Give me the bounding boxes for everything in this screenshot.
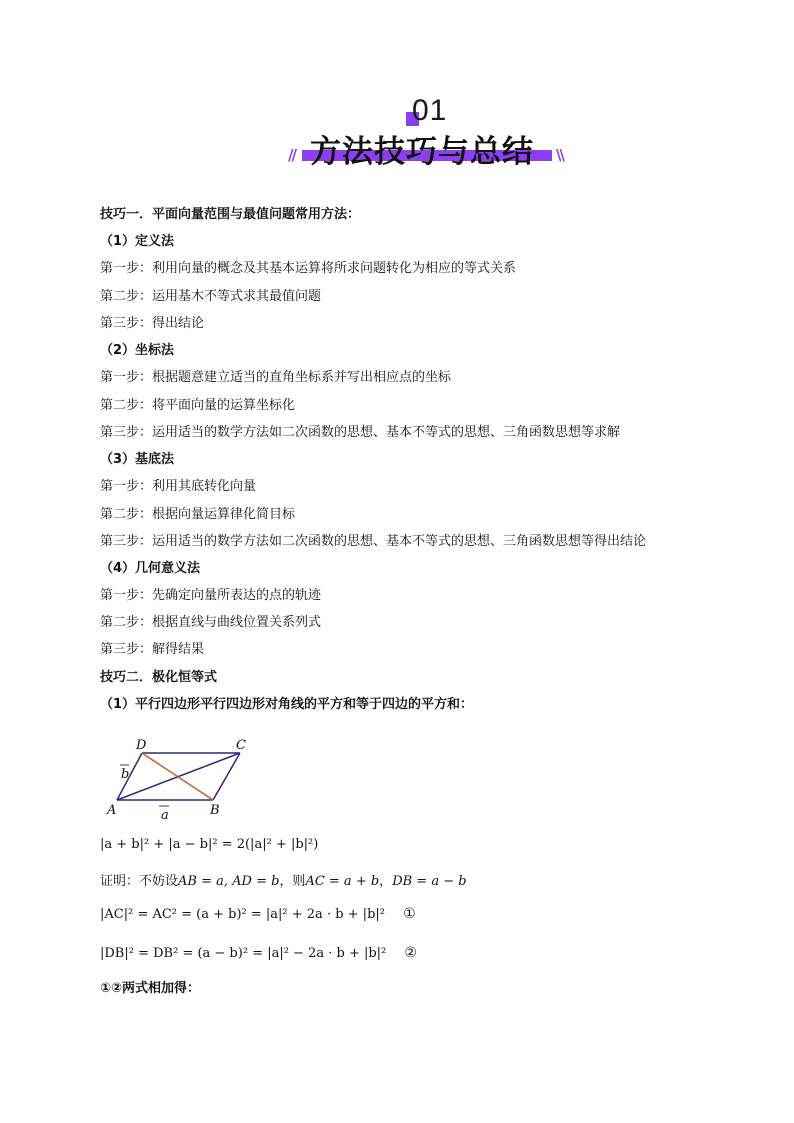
step-line: 第三步：运用适当的数学方法如二次函数的思想、基本不等式的思想、三角函数思想等求解 bbox=[100, 425, 621, 440]
equation-2 bbox=[100, 945, 417, 961]
equation-1 bbox=[100, 906, 416, 922]
step-line: 第一步：利用向量的概念及其基本运算将所求问题转化为相应的等式关系 bbox=[100, 261, 517, 276]
step-line: 第二步：根据直线与曲线位置关系列式 bbox=[100, 615, 322, 630]
header-slash-right: \\ bbox=[556, 146, 563, 164]
step-line: 第二步：根据向量运算律化简目标 bbox=[100, 507, 296, 522]
vector-label-b: b bbox=[121, 767, 130, 782]
step-line: 第二步：运用基木不等式求其最值问题 bbox=[100, 289, 322, 304]
vertex-label-b: B bbox=[210, 803, 220, 818]
step-line: 第三步：得出结论 bbox=[100, 316, 205, 331]
tip1-heading: 技巧一．平面向量范围与最值问题常用方法： bbox=[100, 207, 361, 222]
step-line: 第二步：将平面向量的运算坐标化 bbox=[100, 398, 296, 413]
method-heading: （1）定义法 bbox=[100, 234, 175, 249]
proof-separator: ， bbox=[379, 874, 393, 889]
step-line: 第三步：解得结果 bbox=[100, 642, 205, 657]
section-number: 01 bbox=[412, 94, 448, 127]
proof-db: DB = a − b bbox=[392, 874, 467, 889]
proof-then: ，则 bbox=[279, 874, 306, 889]
equation-1-body: |AC|² = AC² = (a + b)² = |a|² + 2a · b + |b|² bbox=[100, 907, 385, 922]
method-heading: （2）坐标法 bbox=[100, 343, 175, 358]
step-line: 第一步：利用其底转化向量 bbox=[100, 479, 257, 494]
proof-definition: AB = a, AD = b bbox=[178, 874, 280, 889]
vector-label-a: a bbox=[161, 808, 169, 823]
section-title: 方法技巧与总结 bbox=[310, 134, 534, 170]
diagonal-db bbox=[142, 753, 213, 800]
vertex-label-c: C bbox=[236, 738, 246, 753]
parallelogram-diagram bbox=[100, 732, 260, 832]
equation-2-body: |DB|² = DB² = (a − b)² = |a|² − 2a · b + |b|² bbox=[100, 946, 387, 961]
method-heading: （3）基底法 bbox=[100, 452, 175, 467]
step-line: 第一步：先确定向量所表达的点的轨迹 bbox=[100, 588, 322, 603]
proof-ac: AC = a + b bbox=[305, 874, 380, 889]
equation-1-mark: ① bbox=[403, 906, 416, 922]
vertex-label-d: D bbox=[136, 738, 147, 753]
vertex-label-a: A bbox=[107, 803, 117, 818]
proof-line bbox=[100, 870, 467, 889]
equation-2-mark: ② bbox=[404, 945, 417, 961]
sum-line: ①②两式相加得： bbox=[100, 981, 201, 996]
method-heading: （4）几何意义法 bbox=[100, 561, 201, 576]
parallelogram-law-heading: （1）平行四边形平行四边形对角线的平方和等于四边的平方和： bbox=[100, 697, 474, 712]
parallelogram-identity: |a + b|² + |a − b|² = 2(|a|² + |b|²) bbox=[100, 837, 319, 852]
step-line: 第一步：根据题意建立适当的直角坐标系并写出相应点的坐标 bbox=[100, 370, 452, 385]
header-slash-left: // bbox=[288, 146, 295, 164]
proof-intro: 证明：不妨设 bbox=[100, 874, 179, 889]
side-cb bbox=[213, 753, 240, 800]
step-line: 第三步：运用适当的数学方法如二次函数的思想、基本不等式的思想、三角函数思想等得出结论 bbox=[100, 534, 647, 549]
tip2-heading: 技巧二．极化恒等式 bbox=[100, 670, 218, 685]
